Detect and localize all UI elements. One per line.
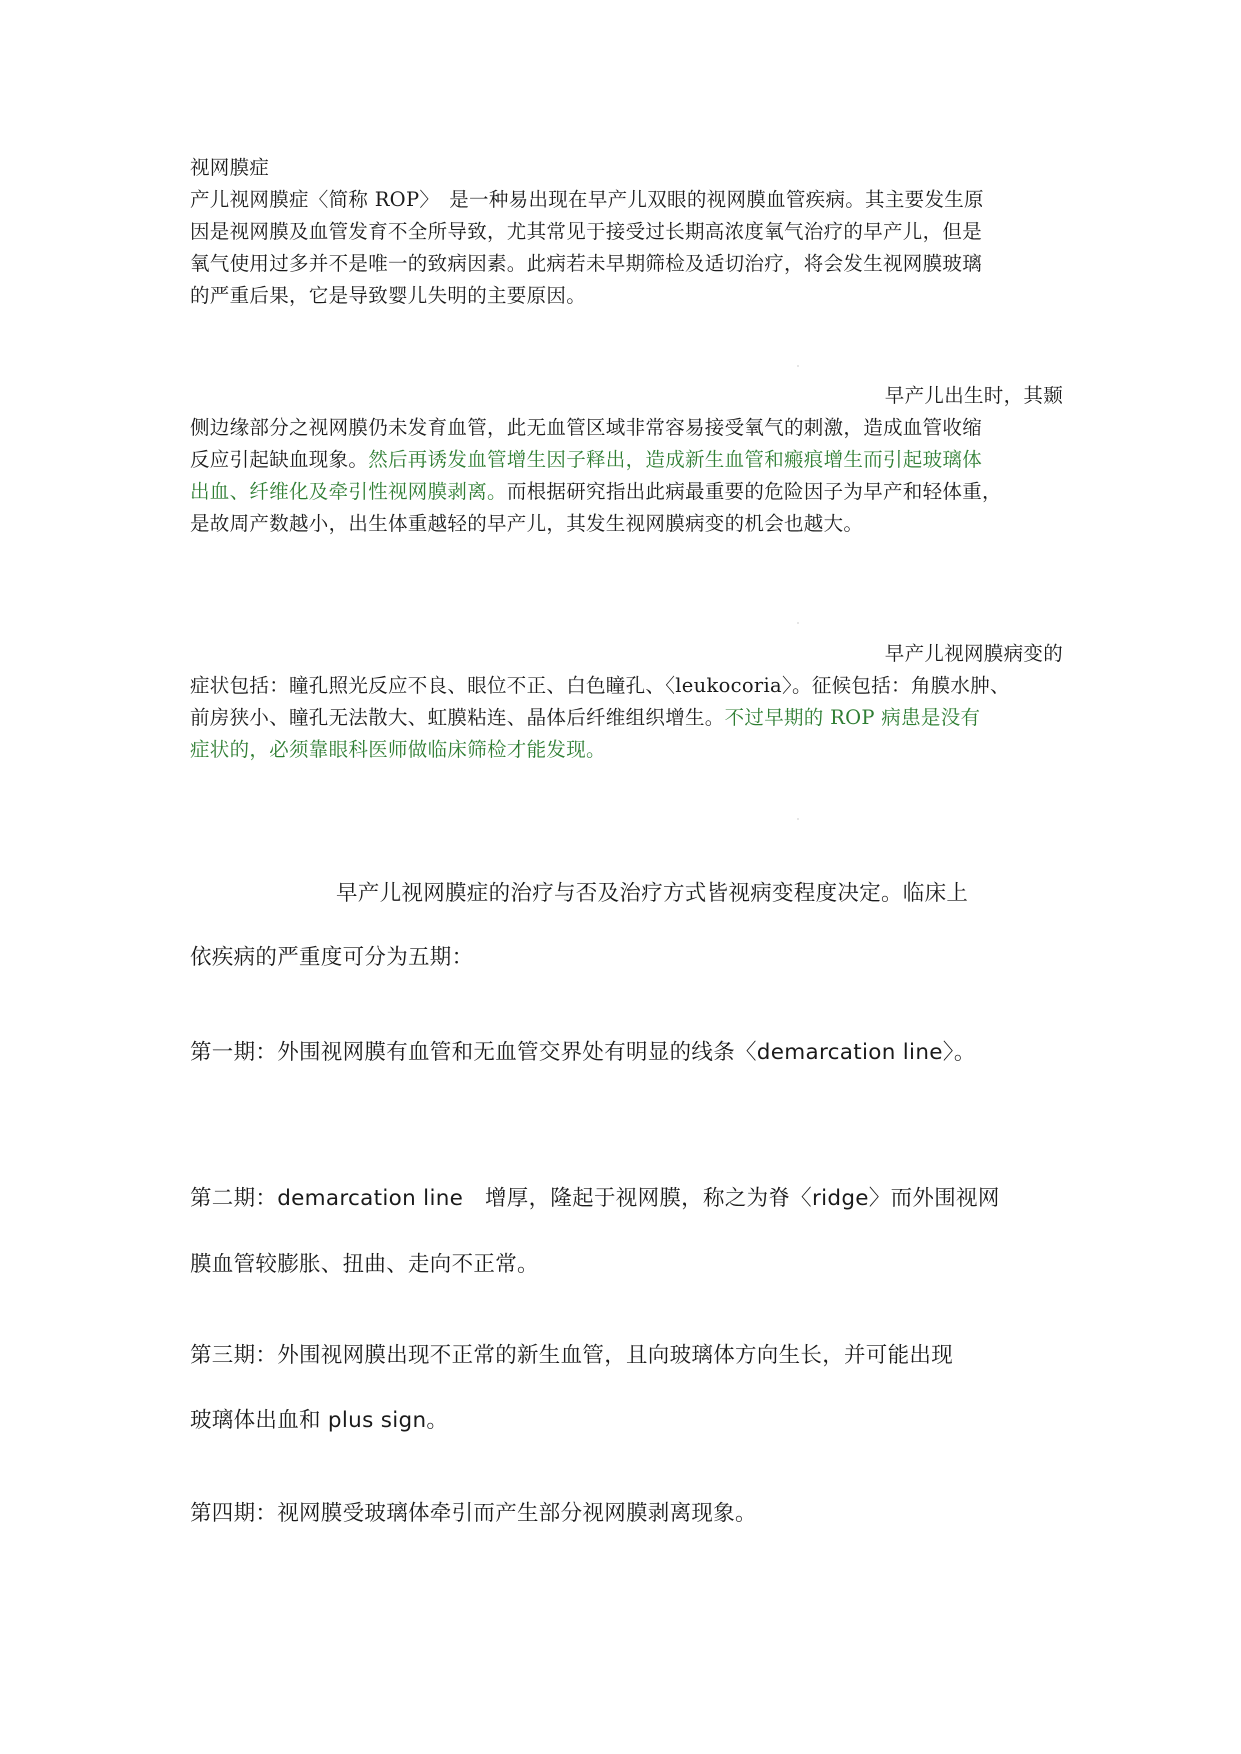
text-line-mixed [190, 476, 1002, 508]
text-line: 膜血管较膨胀、扭曲、走向不正常。 [190, 1252, 539, 1277]
text-line: 依疾病的严重度可分为五期： [190, 945, 474, 970]
highlighted-text: 然后再诱发血管增生因子释出，造成新生血管和瘢痕增生而引起玻璃体 [368, 448, 983, 471]
text-span: 反应引起缺血现象。 [190, 448, 369, 471]
text-line-mixed [190, 444, 982, 476]
decorative-dot [797, 622, 799, 624]
text-line: 因是视网膜及血管发育不全所导致，尤其常见于接受过长期高浓度氧气治疗的早产儿，但是 [190, 220, 983, 243]
stage-4: 第四期：视网膜受玻璃体牵引而产生部分视网膜剥离现象。 [190, 1501, 757, 1526]
highlighted-text: 出血、纤维化及牵引性视网膜剥离。 [190, 480, 507, 503]
text-span: 前房狭小、瞳孔无法散大、虹膜粘连、晶体后纤维组织增生。 [190, 706, 725, 729]
doc-title: 视网膜症 [190, 156, 270, 179]
text-line: 是故周产数越小，出生体重越轻的早产儿，其发生视网膜病变的机会也越大。 [190, 512, 864, 535]
text-line: 玻璃体出血和 plus sign。 [190, 1408, 449, 1433]
text-line: 侧边缘部分之视网膜仍未发育血管，此无血管区域非常容易接受氧气的刺激，造成血管收缩 [190, 416, 983, 439]
text-line: 早产儿视网膜症的治疗与否及治疗方式皆视病变程度决定。临床上 [336, 881, 969, 906]
highlighted-text: 不过早期的 ROP 病患是没有 [724, 706, 981, 729]
text-line: 氧气使用过多并不是唯一的致病因素。此病若未早期筛检及适切治疗，将会发生视网膜玻璃 [190, 252, 983, 275]
stage-1: 第一期：外围视网膜有血管和无血管交界处有明显的线条〈demarcation line〉。 [190, 1040, 976, 1065]
decorative-dot [797, 818, 799, 820]
text-line: 第二期：demarcation line 增厚，隆起于视网膜，称之为脊〈ridge〉而外围视网 [190, 1186, 1000, 1211]
text-line-mixed [190, 702, 980, 734]
text-span: 而根据研究指出此病最重要的危险因子为早产和轻体重， [506, 480, 1002, 503]
text-line: 的严重后果，它是导致婴儿失明的主要原因。 [190, 284, 587, 307]
highlighted-text: 症状的，必须靠眼科医师做临床筛检才能发现。 [190, 738, 606, 761]
text-line: 早产儿视网膜病变的 [884, 642, 1063, 665]
text-line: 早产儿出生时，其颞 [884, 384, 1063, 407]
text-line: 产儿视网膜症〈简称 ROP〉 是一种易出现在早产儿双眼的视网膜血管疾病。其主要发生原 [190, 188, 984, 211]
text-line: 症状包括：瞳孔照光反应不良、眼位不正、白色瞳孔、〈leukocoria〉。征候包括：角膜水肿、 [190, 674, 1010, 697]
decorative-dot [797, 365, 799, 367]
text-line: 第三期：外围视网膜出现不正常的新生血管，且向玻璃体方向生长，并可能出现 [190, 1343, 954, 1368]
